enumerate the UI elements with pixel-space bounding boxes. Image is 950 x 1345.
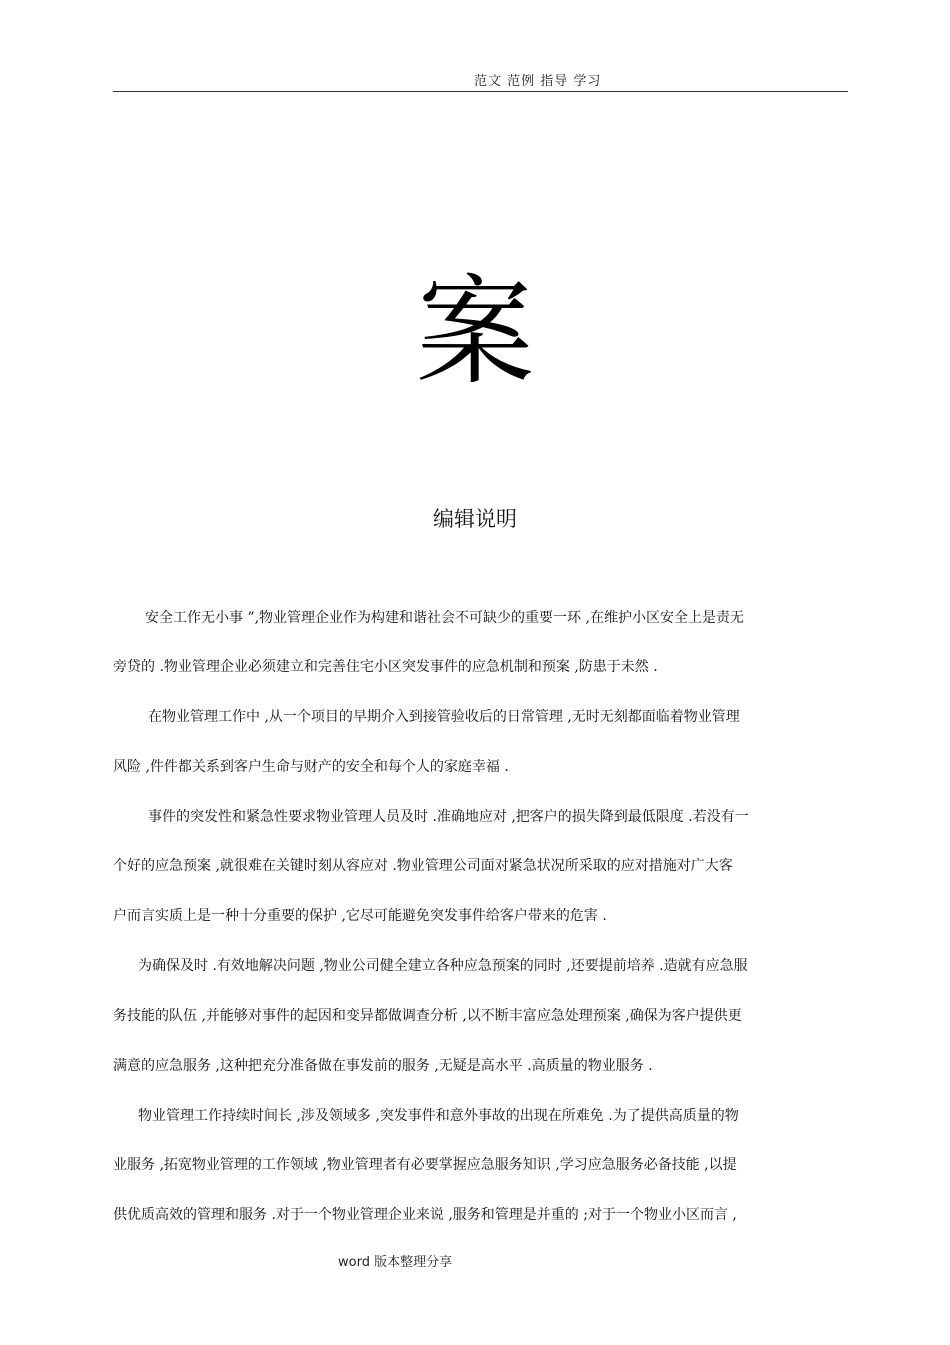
page-footer-text: word 版本整理分享	[338, 1255, 453, 1270]
paragraph-line: 为确保及时 .有效地解决问题 ,物业公司健全建立各种应急预案的同时 ,还要提前培养 .造就有应急服	[138, 958, 748, 974]
paragraph-line: 旁贷的 .物业管理企业必须建立和完善住宅小区突发事件的应急机制和预案 ,防患于未然 .	[113, 659, 658, 675]
paragraph-line: 业服务 ,拓宽物业管理的工作领域 ,物业管理者有必要掌握应急服务知识 ,学习应急服务必备技能 ,以提	[113, 1157, 737, 1173]
paragraph-line: 在物业管理工作中 ,从一个项目的早期介入到接管验收后的日常管理 ,无时无刻都面临着物业管理	[148, 709, 740, 725]
title-character: 案	[415, 263, 534, 401]
paragraph-line: 务技能的队伍 ,并能够对事件的起因和变异都做调查分析 ,以不断丰富应急处理预案 ,确保为客户提供更	[113, 1008, 742, 1024]
section-title: 编辑说明	[433, 507, 517, 531]
header-divider	[113, 91, 848, 92]
paragraph-line: 个好的应急预案 ,就很难在关键时刻从容应对 .物业管理公司面对紧急状况所采取的应对措施对广大客	[113, 858, 733, 874]
page-header-text: 范文 范例 指导 学习	[474, 74, 602, 89]
paragraph-line: 安全工作无小事 ”,物业管理企业作为构建和谐社会不可缺少的重要一环 ,在维护小区安全上是责无	[145, 610, 744, 626]
paragraph-line: 满意的应急服务 ,这种把充分准备做在事发前的服务 ,无疑是高水平 .高质量的物业服务 .	[113, 1058, 653, 1074]
paragraph-line: 供优质高效的管理和服务 .对于一个物业管理企业来说 ,服务和管理是并重的 ;对于一个物业小区而言 ,	[113, 1207, 737, 1223]
paragraph-line: 物业管理工作持续时间长 ,涉及领域多 ,突发事件和意外事故的出现在所难免 .为了提供高质量的物	[138, 1108, 739, 1124]
paragraph-line: 风险 ,件件都关系到客户生命与财产的安全和每个人的家庭幸福 .	[113, 759, 509, 775]
paragraph-line: 事件的突发性和紧急性要求物业管理人员及时 .准确地应对 ,把客户的损失降到最低限度 .若没有一	[148, 809, 749, 825]
paragraph-line: 户而言实质上是一种十分重要的保护 ,它尽可能避免突发事件给客户带来的危害 .	[113, 908, 607, 924]
